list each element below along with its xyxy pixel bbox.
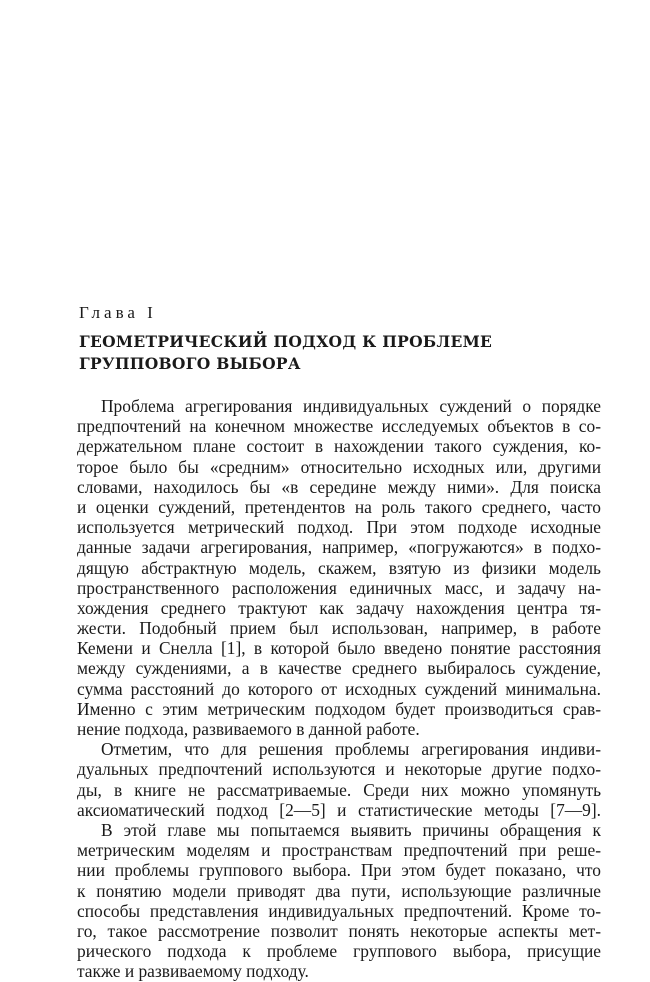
- text-line: дуальных предпочтений используются и некоторые другие подхо-: [77, 759, 601, 780]
- text-line: Именно с этим метрическим подходом будет производиться срав-: [77, 698, 601, 719]
- text-line: данные задачи агрегирования, например, «погружаются» в подхо-: [77, 537, 601, 558]
- text-line: торое было бы «средним» относительно исходных или, другими: [77, 456, 601, 477]
- chapter-title-line: ГРУППОВОГО ВЫБОРА: [79, 354, 301, 373]
- text-line: го, такое рассмотрение позволит понять некоторые аспекты мет-: [77, 920, 601, 941]
- chapter-title-line: ГЕОМЕТРИЧЕСКИЙ ПОДХОД К ПРОБЛЕМЕ: [79, 332, 493, 351]
- text-line: пространственного расположения единичных масс, и задачу на-: [77, 577, 601, 598]
- chapter-label: Глава I: [79, 303, 157, 322]
- text-line: хождения среднего трактуют как задачу нахождения центра тя-: [77, 597, 601, 618]
- chapter-title: [79, 331, 579, 375]
- text-line: аксиоматический подход [2—5] и статистические методы [7—9].: [77, 799, 601, 820]
- paragraph-3: [77, 820, 601, 982]
- text-line: также и развиваемому подходу.: [77, 961, 309, 982]
- text-line: дящую абстрактную модель, скажем, взятую из физики модель: [77, 557, 601, 578]
- text-line: Отметим, что для решения проблемы агрегирования индиви-: [101, 739, 601, 760]
- text-line: предпочтений на конечном множестве исследуемых объектов в со-: [77, 416, 601, 437]
- text-line: ды, в книге не рассматриваемые. Среди них можно упомянуть: [77, 779, 601, 800]
- text-line: В этой главе мы попытаемся выявить причины обращения к: [101, 819, 601, 840]
- text-line: держательном плане состоит в нахождении такого суждения, ко-: [77, 436, 601, 457]
- text-line: используется метрический подход. При этом подходе исходные: [77, 517, 601, 538]
- text-line: к понятию модели приводят два пути, использующие различные: [77, 880, 601, 901]
- paragraph-2: [77, 739, 601, 820]
- text-line: нение подхода, развиваемого в данной работе.: [77, 719, 420, 739]
- paragraph-1: [77, 396, 601, 739]
- text-line: между суждениями, а в качестве среднего выбиралось суждение,: [77, 658, 601, 679]
- text-line: Кемени и Снелла [1], в которой было введено понятие расстояния: [77, 638, 601, 659]
- text-line: Проблема агрегирования индивидуальных суждений о порядке: [101, 396, 601, 416]
- text-line: нии проблемы группового выбора. При этом будет показано, что: [77, 860, 601, 881]
- text-line: метрическим моделям и пространствам предпочтений при реше-: [77, 840, 601, 861]
- text-line: рического подхода к проблеме группового выбора, присущие: [77, 941, 601, 962]
- text-line: сумма расстояний до которого от исходных суждений минимальна.: [77, 678, 601, 699]
- text-line: способы представления индивидуальных предпочтений. Кроме то-: [77, 900, 601, 921]
- text-line: жести. Подобный прием был использован, например, в работе: [77, 618, 601, 639]
- body-text: [77, 396, 601, 981]
- text-line: и оценки суждений, претендентов на роль такого среднего, часто: [77, 496, 601, 517]
- text-line: словами, находилось бы «в середине между ними». Для поиска: [77, 476, 601, 497]
